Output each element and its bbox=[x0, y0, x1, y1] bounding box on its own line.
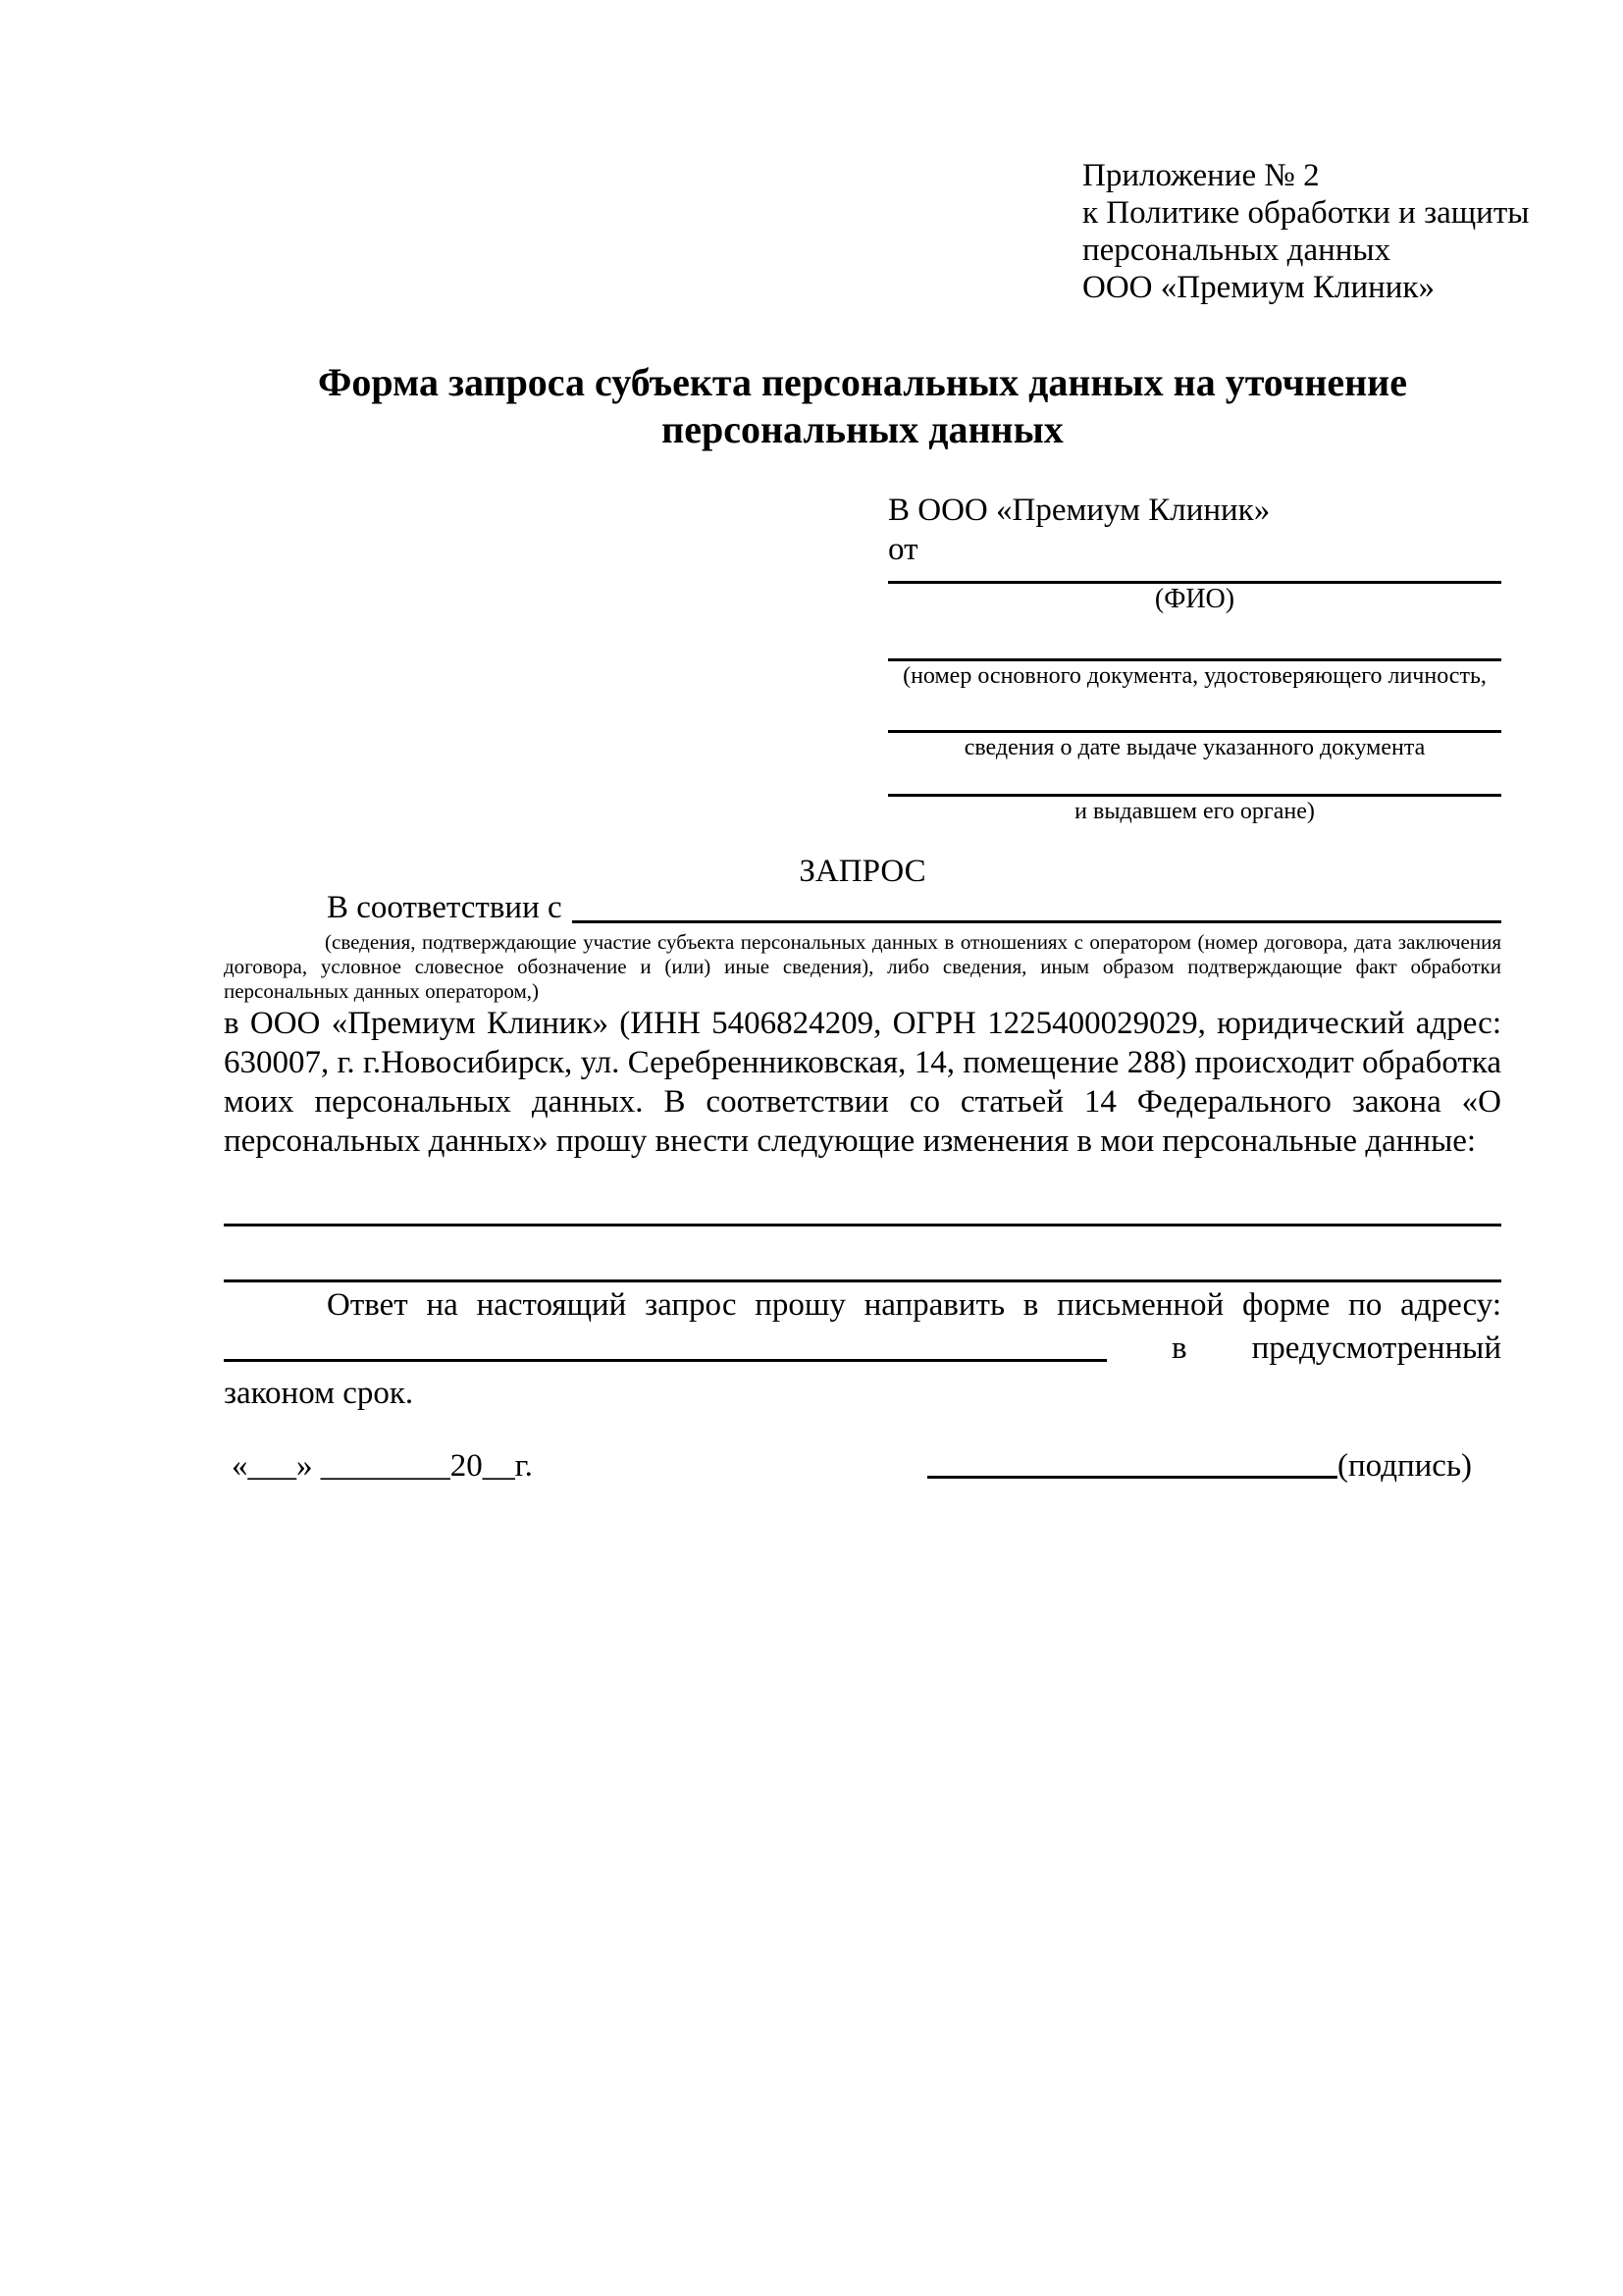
issuing-authority-caption: и выдавшем его органе) bbox=[1074, 799, 1315, 824]
document-title bbox=[224, 359, 1501, 453]
accordance-note: (сведения, подтверждающие участие субъекта персональных данных в отношениях с оператором (номер договора, дата заключения договора, условное словесное обозначение и (или) иные сведения), либо сведения, иным образом подтверждающие факт обработки персональных данных оператором,) bbox=[224, 930, 1501, 1003]
addressee-from-label: от bbox=[888, 532, 918, 567]
answer-tail: законом срок. bbox=[224, 1376, 414, 1411]
appendix-header bbox=[1082, 157, 1529, 306]
appendix-header-line: к Политике обработки и защиты bbox=[1082, 195, 1530, 231]
answer-address-row bbox=[224, 1325, 1501, 1368]
signature-caption: (подпись) bbox=[1337, 1448, 1472, 1484]
fio-field[interactable] bbox=[888, 569, 1501, 584]
accordance-prefix: В соответствии с bbox=[327, 890, 562, 925]
answer-word: предусмотренный bbox=[1251, 1331, 1501, 1366]
document-title-line: Форма запроса субъекта персональных данных на уточнение bbox=[318, 360, 1407, 404]
appendix-header-line: персональных данных bbox=[1082, 233, 1391, 268]
signature-group bbox=[927, 1442, 1472, 1486]
issue-date-caption: сведения о дате выдаче указанного документа bbox=[964, 735, 1426, 760]
request-body: в ООО «Премиум Клиник» (ИНН 5406824209, ОГРН 1225400029029, юридический адрес: 630007, г. г.Новосибирск, ул. Серебренниковская, 14, помещение 288) происходит обработка моих персональных данных. В соответствии со статьей 14 Федерального закона «О персональных данных» прошу внести следующие изменения в мои персональные данные: bbox=[224, 1006, 1501, 1159]
answer-word: в bbox=[1172, 1331, 1187, 1366]
issue-date-field[interactable] bbox=[888, 691, 1501, 733]
answer-paragraph bbox=[224, 1285, 1501, 1413]
appendix-header-line: ООО «Премиум Клиник» bbox=[1082, 270, 1435, 305]
appendix-header-line: Приложение № 2 bbox=[1082, 158, 1320, 193]
changes-field-line-2[interactable] bbox=[224, 1226, 1501, 1282]
changes-field-line-1[interactable] bbox=[224, 1200, 1501, 1226]
address-field[interactable] bbox=[224, 1325, 1107, 1362]
date-line[interactable]: «___» ________20__г. bbox=[232, 1448, 533, 1484]
document-title-line: персональных данных bbox=[661, 407, 1064, 451]
document-number-caption: (номер основного документа, удостоверяющего личность, bbox=[903, 663, 1487, 689]
changes-fields bbox=[224, 1200, 1501, 1282]
addressee-block bbox=[888, 491, 1501, 826]
footer-row bbox=[224, 1442, 1501, 1486]
indent-spacer bbox=[224, 888, 327, 927]
document-number-field[interactable] bbox=[888, 615, 1501, 661]
accordance-field[interactable] bbox=[572, 888, 1501, 923]
answer-lead: Ответ на настоящий запрос прошу направить в письменной форме по адресу: bbox=[327, 1287, 1501, 1323]
request-heading: ЗАПРОС bbox=[799, 854, 926, 889]
accordance-row bbox=[224, 888, 1501, 927]
issuing-authority-field[interactable] bbox=[888, 762, 1501, 797]
signature-field[interactable] bbox=[927, 1442, 1337, 1479]
addressee-organization: В ООО «Премиум Клиник» bbox=[888, 493, 1271, 528]
fio-caption: (ФИО) bbox=[1154, 584, 1235, 614]
